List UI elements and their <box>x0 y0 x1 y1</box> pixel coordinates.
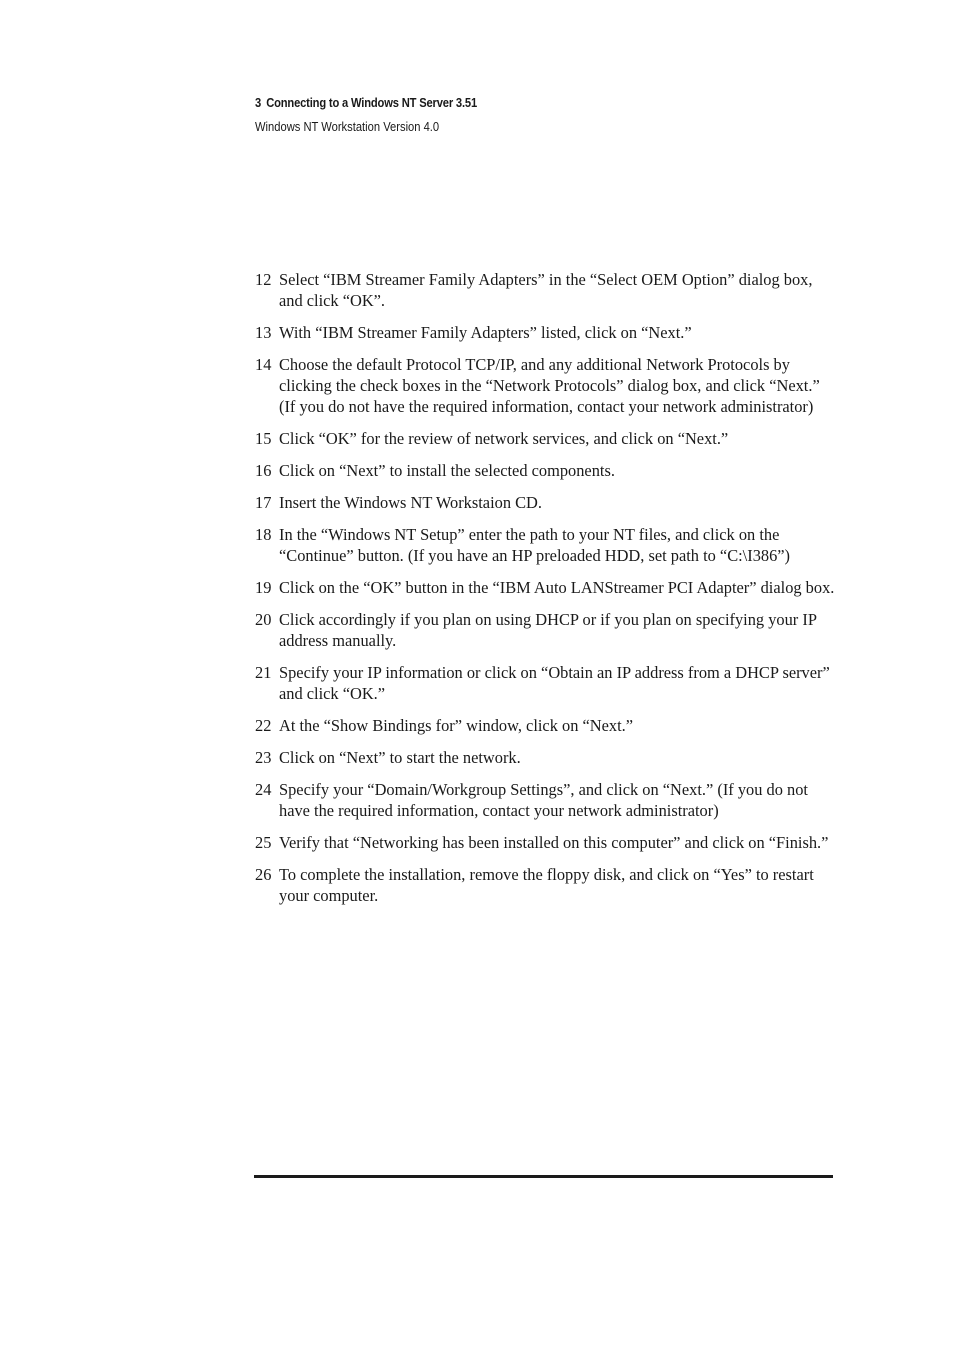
step-text: Verify that “Networking has been installed on this computer” and click on “Finish.” <box>279 833 829 852</box>
step-item <box>255 715 835 736</box>
footer-rule <box>254 1175 833 1178</box>
step-number: 14 <box>255 355 272 374</box>
step-text: Choose the default Protocol TCP/IP, and any additional Network Protocols by clicking the check boxes in the “Network Protocols” dialog box, and click “Next.” (If you do not have the required information, contact your network administrator) <box>279 355 820 416</box>
step-item <box>255 269 835 311</box>
section-title: Windows NT Workstation Version 4.0 <box>255 119 440 134</box>
page-header <box>255 94 513 136</box>
step-number: 17 <box>255 493 272 512</box>
step-item <box>255 492 835 513</box>
step-number: 15 <box>255 429 272 448</box>
step-text: Specify your “Domain/Workgroup Settings”, and click on “Next.” (If you do not have the required information, contact your network administrator) <box>279 780 808 820</box>
step-item <box>255 662 835 704</box>
step-text: Click on “Next” to install the selected components. <box>279 461 615 480</box>
step-number: 13 <box>255 323 272 342</box>
step-text: Click on “Next” to start the network. <box>279 748 521 767</box>
step-item <box>255 747 835 768</box>
step-item <box>255 322 835 343</box>
step-item <box>255 609 835 651</box>
step-number: 26 <box>255 865 272 884</box>
step-number: 21 <box>255 663 272 682</box>
step-text: With “IBM Streamer Family Adapters” listed, click on “Next.” <box>279 323 692 342</box>
step-text: Select “IBM Streamer Family Adapters” in the “Select OEM Option” dialog box, and click “OK”. <box>279 270 813 310</box>
step-text: Click accordingly if you plan on using DHCP or if you plan on specifying your IP address manually. <box>279 610 817 650</box>
chapter-heading <box>255 94 477 112</box>
step-number: 16 <box>255 461 272 480</box>
step-text: Insert the Windows NT Workstaion CD. <box>279 493 542 512</box>
step-item <box>255 779 835 821</box>
step-text: Click “OK” for the review of network services, and click on “Next.” <box>279 429 729 448</box>
step-item <box>255 428 835 449</box>
step-text: To complete the installation, remove the floppy disk, and click on “Yes” to restart your computer. <box>279 865 814 905</box>
step-item <box>255 864 835 906</box>
step-text: Specify your IP information or click on “Obtain an IP address from a DHCP server” and click “OK.” <box>279 663 830 703</box>
step-number: 25 <box>255 833 272 852</box>
step-text: At the “Show Bindings for” window, click on “Next.” <box>279 716 633 735</box>
chapter-title: Connecting to a Windows NT Server 3.51 <box>266 95 478 110</box>
step-number: 22 <box>255 716 272 735</box>
step-item <box>255 832 835 853</box>
step-item <box>255 577 835 598</box>
step-item <box>255 354 835 417</box>
step-number: 19 <box>255 578 272 597</box>
chapter-number: 3 <box>255 95 262 110</box>
step-text: In the “Windows NT Setup” enter the path to your NT files, and click on the “Continue” button. (If you have an HP preloaded HDD, set path to “C:\I386”) <box>279 525 791 565</box>
step-number: 24 <box>255 780 272 799</box>
step-item <box>255 460 835 481</box>
step-number: 20 <box>255 610 272 629</box>
step-item <box>255 524 835 566</box>
step-number: 12 <box>255 270 272 289</box>
step-number: 23 <box>255 748 272 767</box>
instruction-steps <box>255 269 835 917</box>
step-text: Click on the “OK” button in the “IBM Auto LANStreamer PCI Adapter” dialog box. <box>279 578 835 597</box>
step-number: 18 <box>255 525 272 544</box>
